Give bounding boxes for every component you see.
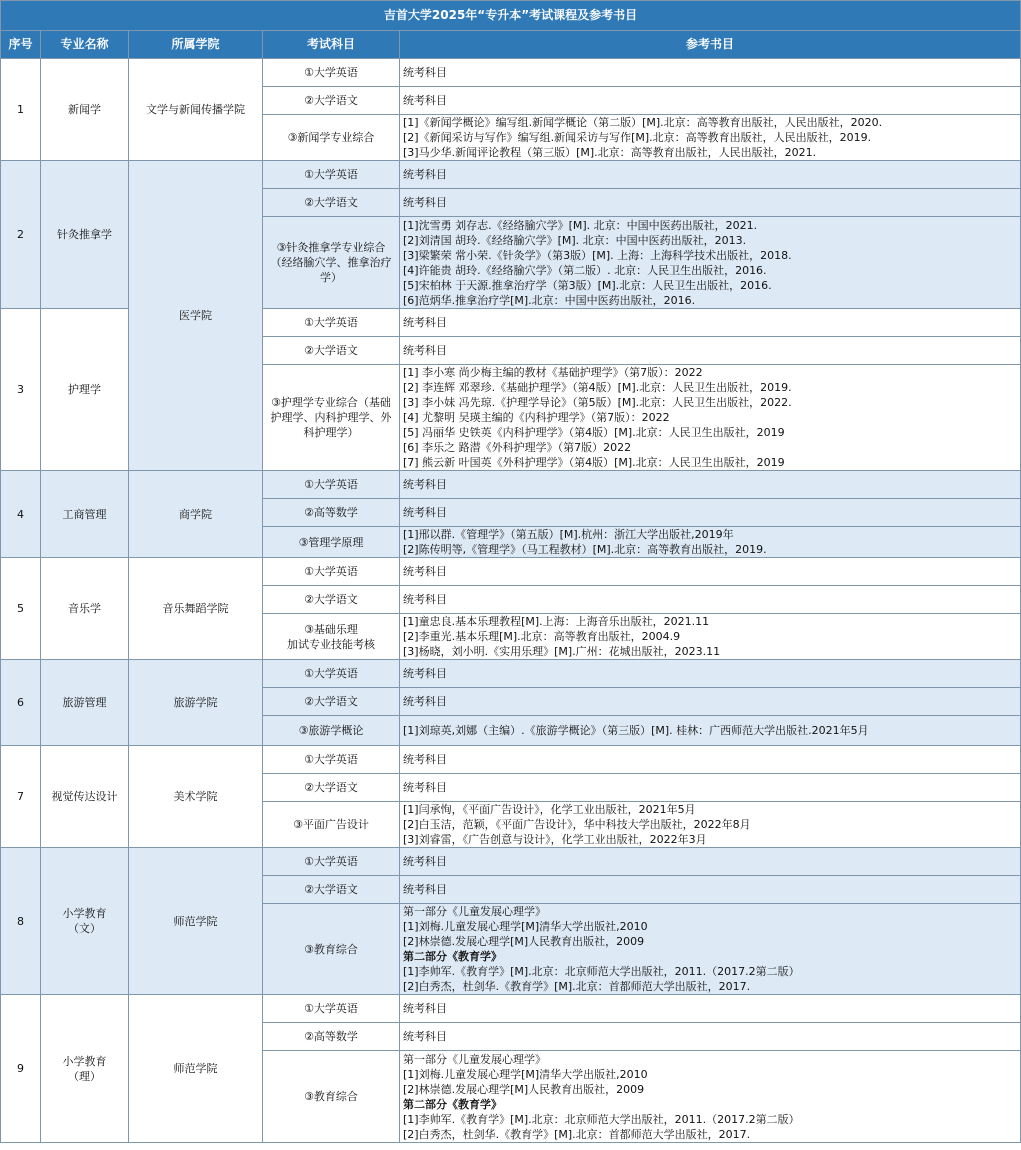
subject-cell[interactable] bbox=[263, 614, 400, 660]
subject-cell[interactable] bbox=[263, 217, 400, 309]
header-seq[interactable]: 序号 bbox=[1, 31, 41, 59]
seq-cell[interactable]: 5 bbox=[1, 558, 41, 660]
major-cell[interactable] bbox=[41, 309, 129, 471]
book-line: 统考科目 bbox=[403, 316, 447, 329]
book-line: [1]刘梅.儿童发展心理学[M]清华大学出版社,2010 bbox=[403, 1067, 648, 1081]
subject-cell[interactable] bbox=[263, 365, 400, 471]
major-cell[interactable] bbox=[41, 471, 129, 558]
major-cell[interactable] bbox=[41, 746, 129, 848]
books-cell[interactable] bbox=[400, 995, 1021, 1023]
title-row bbox=[1, 1, 1021, 31]
subject-line: ②大学语文 bbox=[304, 94, 358, 107]
seq-cell[interactable]: 7 bbox=[1, 746, 41, 848]
subject-line: ③护理学专业综合（基础 bbox=[271, 396, 391, 409]
college-cell[interactable]: 医学院 bbox=[129, 161, 263, 471]
book-line: [2]白秀杰，杜剑华.《教育学》[M].北京：首都师范大学出版社，2017. bbox=[403, 980, 751, 993]
college-cell[interactable]: 旅游学院 bbox=[129, 660, 263, 746]
book-line: 第一部分《儿童发展心理学》 bbox=[403, 905, 546, 918]
subject-line: ③旅游学概论 bbox=[298, 724, 364, 737]
books-cell[interactable] bbox=[400, 161, 1021, 189]
book-line: [3]刘睿雷，《广告创意与设计》，化学工业出版社，2022年3月 bbox=[403, 833, 707, 846]
book-line: 统考科目 bbox=[403, 593, 447, 606]
books-cell[interactable] bbox=[400, 1051, 1021, 1143]
books-cell[interactable] bbox=[400, 87, 1021, 115]
book-line: 统考科目 bbox=[403, 196, 447, 209]
subject-line: ②大学语文 bbox=[304, 593, 358, 606]
book-line: 统考科目 bbox=[403, 168, 447, 181]
book-line: [2]刘清国 胡玲.《经络腧穴学》[M]. 北京：中国中医药出版社，2013. bbox=[403, 233, 747, 247]
book-line: [5]宋柏林 于天源.推拿治疗学（第3版）[M].北京：人民卫生出版社，2016. bbox=[403, 278, 772, 292]
major-name-line: 小学教育 bbox=[62, 1054, 107, 1068]
subject-line: ③教育综合 bbox=[304, 1090, 358, 1103]
college-cell[interactable]: 音乐舞蹈学院 bbox=[129, 558, 263, 660]
books-cell[interactable] bbox=[400, 774, 1021, 802]
book-line: [2] 李连辉 邓翠珍.《基础护理学》（第4版）[M].北京：人民卫生出版社，2019. bbox=[403, 381, 792, 394]
college-cell[interactable]: 师范学院 bbox=[129, 995, 263, 1143]
subject-line: ①大学英语 bbox=[304, 1002, 358, 1015]
subject-cell[interactable] bbox=[263, 716, 400, 746]
subject-cell[interactable] bbox=[263, 746, 400, 774]
book-line: [1]刘梅.儿童发展心理学[M]清华大学出版社,2010 bbox=[403, 920, 648, 933]
book-line: [2]白玉洁，范颖，《平面广告设计》，华中科技大学出版社，2022年8月 bbox=[403, 818, 751, 831]
books-cell[interactable] bbox=[400, 904, 1021, 995]
book-line: [2]《新闻采访与写作》编写组.新闻采访与写作[M].北京：高等教育出版社，人民出版社，2019. bbox=[403, 131, 872, 144]
subject-line: （经络腧穴学、推拿治疗 bbox=[270, 256, 392, 269]
subject-cell[interactable] bbox=[263, 876, 400, 904]
books-cell[interactable] bbox=[400, 471, 1021, 499]
subject-line: ①大学英语 bbox=[304, 753, 358, 766]
subject-line: ②大学语文 bbox=[304, 695, 358, 708]
book-line: [2]林崇德.发展心理学[M]人民教育出版社，2009 bbox=[403, 935, 645, 948]
subject-cell[interactable] bbox=[263, 1051, 400, 1143]
major-name-line: 新闻学 bbox=[68, 103, 101, 116]
subject-line: ③基础乐理 bbox=[304, 622, 358, 636]
subject-cell[interactable] bbox=[263, 774, 400, 802]
book-line: [1]刘琼英,刘娜（主编）.《旅游学概论》（第三版）[M]. 桂林：广西师范大学出版社.2021年5月 bbox=[403, 724, 869, 737]
major-name-line: 旅游管理 bbox=[62, 696, 107, 709]
subject-cell[interactable] bbox=[263, 337, 400, 365]
books-cell[interactable] bbox=[400, 217, 1021, 309]
book-line: [2]白秀杰，杜剑华.《教育学》[M].北京：首都师范大学出版社，2017. bbox=[403, 1127, 751, 1141]
book-line: 第一部分《儿童发展心理学》 bbox=[403, 1052, 546, 1066]
subject-line: ①大学英语 bbox=[304, 478, 358, 491]
college-cell[interactable]: 师范学院 bbox=[129, 848, 263, 995]
subject-cell[interactable] bbox=[263, 309, 400, 337]
book-line: 统考科目 bbox=[403, 344, 447, 357]
subject-line: ②大学语文 bbox=[304, 196, 358, 209]
book-line: [1]李帅军.《教育学》[M].北京：北京师范大学出版社，2011.（2017.2第二版） bbox=[403, 965, 800, 978]
books-cell[interactable] bbox=[400, 309, 1021, 337]
subject-line: ②大学语文 bbox=[304, 344, 358, 357]
subject-cell[interactable] bbox=[263, 471, 400, 499]
header-row bbox=[1, 31, 1021, 59]
subject-line: 学） bbox=[320, 271, 342, 284]
subject-cell[interactable] bbox=[263, 161, 400, 189]
books-cell[interactable] bbox=[400, 365, 1021, 471]
subject-cell[interactable] bbox=[263, 87, 400, 115]
subject-cell[interactable] bbox=[263, 688, 400, 716]
table-title: 吉首大学2025年“专升本”考试课程及参考书目 bbox=[1, 1, 1021, 31]
major-cell[interactable] bbox=[41, 558, 129, 660]
books-cell[interactable] bbox=[400, 614, 1021, 660]
books-cell[interactable] bbox=[400, 499, 1021, 527]
major-name-line: 工商管理 bbox=[62, 507, 107, 521]
book-line: 统考科目 bbox=[403, 94, 447, 107]
subject-cell[interactable] bbox=[263, 189, 400, 217]
book-line: [2]陈传明等,《管理学》（马工程教材）[M].北京：高等教育出版社，2019. bbox=[403, 543, 767, 556]
book-line: [6]范炳华.推拿治疗学[M].北京：中国中医药出版社，2016. bbox=[403, 293, 696, 307]
subject-line: ③管理学原理 bbox=[298, 535, 364, 549]
book-line: [7] 熊云新 叶国英《外科护理学》（第4版）[M].北京：人民卫生出版社，2019 bbox=[403, 456, 785, 469]
book-line: [6] 李乐之 路潜《外科护理学》（第7版）2022 bbox=[403, 441, 632, 454]
book-line: [4]许能贵 胡玲.《经络腧穴学》（第二版）. 北京：人民卫生出版社，2016. bbox=[403, 263, 767, 277]
books-cell[interactable] bbox=[400, 802, 1021, 848]
books-cell[interactable] bbox=[400, 660, 1021, 688]
header-books[interactable]: 参考书目 bbox=[400, 31, 1021, 59]
major-cell[interactable] bbox=[41, 660, 129, 746]
book-line: 统考科目 bbox=[403, 781, 447, 794]
book-line: 统考科目 bbox=[403, 667, 447, 680]
table-row bbox=[1, 746, 1021, 774]
book-line: [1] 李小寒 尚少梅主编的教材《基础护理学》（第7版）：2022 bbox=[403, 366, 703, 379]
major-cell[interactable] bbox=[41, 848, 129, 995]
table-row bbox=[1, 471, 1021, 499]
book-line: [1]童忠良.基本乐理教程[M].上海：上海音乐出版社，2021.11 bbox=[403, 615, 710, 628]
subject-line: 加试专业技能考核 bbox=[287, 637, 375, 651]
books-cell[interactable] bbox=[400, 876, 1021, 904]
book-line: [3]马少华.新闻评论教程（第三版）[M].北京：高等教育出版社，人民出版社，2021. bbox=[403, 146, 817, 159]
subject-line: ①大学英语 bbox=[304, 66, 358, 79]
book-line: [1]闫承恂，《平面广告设计》，化学工业出版社，2021年5月 bbox=[403, 803, 696, 816]
book-line: [5] 冯丽华 史铁英《内科护理学》（第4版）[M].北京：人民卫生出版社，2019 bbox=[403, 426, 785, 439]
books-cell[interactable] bbox=[400, 746, 1021, 774]
books-cell[interactable] bbox=[400, 337, 1021, 365]
book-line: [3]杨晓，刘小明.《实用乐理》[M].广州：花城出版社，2023.11 bbox=[403, 645, 721, 658]
books-cell[interactable] bbox=[400, 189, 1021, 217]
major-name-line: 视觉传达设计 bbox=[51, 790, 118, 803]
seq-cell[interactable]: 4 bbox=[1, 471, 41, 558]
seq-cell[interactable]: 6 bbox=[1, 660, 41, 746]
seq-cell[interactable]: 8 bbox=[1, 848, 41, 995]
book-line: [2]林崇德.发展心理学[M]人民教育出版社，2009 bbox=[403, 1082, 645, 1096]
book-line: 统考科目 bbox=[403, 506, 447, 519]
book-line: 统考科目 bbox=[403, 478, 447, 491]
college-cell[interactable]: 商学院 bbox=[129, 471, 263, 558]
book-line: [1]邢以群.《管理学》（第五版）[M].杭州：浙江大学出版社,2019年 bbox=[403, 528, 734, 541]
subject-cell[interactable] bbox=[263, 558, 400, 586]
book-line: 统考科目 bbox=[403, 1002, 447, 1015]
subject-line: 护理学、内科护理学、外 bbox=[270, 411, 392, 424]
book-line: 第二部分《教育学》 bbox=[403, 1097, 502, 1111]
books-cell[interactable] bbox=[400, 527, 1021, 558]
books-cell[interactable] bbox=[400, 1023, 1021, 1051]
subject-line: ③新闻学专业综合 bbox=[287, 131, 375, 144]
table-row bbox=[1, 558, 1021, 586]
subject-line: ③教育综合 bbox=[304, 942, 358, 956]
book-line: 统考科目 bbox=[403, 855, 447, 868]
subject-line: ③平面广告设计 bbox=[293, 818, 369, 831]
table-row bbox=[1, 848, 1021, 876]
seq-cell[interactable]: 1 bbox=[1, 59, 41, 161]
subject-cell[interactable] bbox=[263, 660, 400, 688]
table-row bbox=[1, 59, 1021, 87]
subject-line: ②大学语文 bbox=[304, 883, 358, 896]
major-name-line: 音乐学 bbox=[68, 602, 101, 615]
table-row bbox=[1, 660, 1021, 688]
books-cell[interactable] bbox=[400, 848, 1021, 876]
major-name-line: （文） bbox=[68, 922, 101, 935]
subject-line: ①大学英语 bbox=[304, 168, 358, 181]
major-name-line: 小学教育 bbox=[62, 907, 107, 920]
books-cell[interactable] bbox=[400, 716, 1021, 746]
subject-line: ③针灸推拿学专业综合 bbox=[276, 241, 386, 254]
book-line: 统考科目 bbox=[403, 565, 447, 578]
subject-cell[interactable] bbox=[263, 904, 400, 995]
subject-cell[interactable] bbox=[263, 115, 400, 161]
subject-line: ②大学语文 bbox=[304, 781, 358, 794]
book-line: 统考科目 bbox=[403, 883, 447, 896]
book-line: [1]《新闻学概论》编写组.新闻学概论（第二版）[M].北京：高等教育出版社，人民出版社，2020. bbox=[403, 116, 883, 129]
subject-cell[interactable] bbox=[263, 59, 400, 87]
book-line: [1]沈雪勇 刘存志.《经络腧穴学》[M]. 北京：中国中医药出版社，2021. bbox=[403, 218, 758, 232]
book-line: [3] 李小妹 冯先琼.《护理学导论》（第5版）[M].北京：人民卫生出版社，2022. bbox=[403, 396, 792, 409]
subject-line: ①大学英语 bbox=[304, 316, 358, 329]
book-line: 统考科目 bbox=[403, 695, 447, 708]
book-line: 统考科目 bbox=[403, 1030, 447, 1043]
subject-cell[interactable] bbox=[263, 527, 400, 558]
book-line: 统考科目 bbox=[403, 66, 447, 79]
subject-line: ①大学英语 bbox=[304, 667, 358, 680]
major-name-line: 护理学 bbox=[68, 383, 101, 396]
major-cell[interactable] bbox=[41, 995, 129, 1143]
book-line: [4] 尤黎明 吴瑛主编的《内科护理学》（第7版）：2022 bbox=[403, 411, 670, 424]
major-cell[interactable] bbox=[41, 59, 129, 161]
subject-line: ②高等数学 bbox=[304, 506, 358, 519]
book-line: 统考科目 bbox=[403, 753, 447, 766]
book-line: [2]李重光.基本乐理[M].北京：高等教育出版社，2004.9 bbox=[403, 630, 681, 643]
subject-line: ①大学英语 bbox=[304, 565, 358, 578]
subject-line: ②高等数学 bbox=[304, 1030, 358, 1043]
college-cell[interactable]: 文学与新闻传播学院 bbox=[129, 59, 263, 161]
college-cell[interactable]: 美术学院 bbox=[129, 746, 263, 848]
subject-cell[interactable] bbox=[263, 1023, 400, 1051]
books-cell[interactable] bbox=[400, 558, 1021, 586]
major-name-line: 针灸推拿学 bbox=[57, 228, 112, 241]
table-row bbox=[1, 161, 1021, 189]
seq-cell[interactable]: 2 bbox=[1, 161, 41, 309]
subject-cell[interactable] bbox=[263, 586, 400, 614]
subject-cell[interactable] bbox=[263, 499, 400, 527]
header-subject[interactable]: 考试科目 bbox=[263, 31, 400, 59]
books-cell[interactable] bbox=[400, 688, 1021, 716]
book-line: 第二部分《教育学》 bbox=[403, 950, 502, 963]
subject-line: ①大学英语 bbox=[304, 855, 358, 868]
subject-cell[interactable] bbox=[263, 995, 400, 1023]
seq-cell[interactable]: 9 bbox=[1, 995, 41, 1143]
seq-cell[interactable]: 3 bbox=[1, 309, 41, 471]
book-line: [1]李帅军.《教育学》[M].北京：北京师范大学出版社，2011.（2017.2第二版） bbox=[403, 1112, 800, 1126]
subject-line: 科护理学） bbox=[303, 426, 359, 439]
major-name-line: （理） bbox=[68, 1069, 101, 1083]
header-college[interactable]: 所属学院 bbox=[129, 31, 263, 59]
book-line: [3]梁繁荣 常小荣.《针灸学》（第3版）[M]. 上海：上海科学技术出版社，2018. bbox=[403, 248, 792, 262]
major-cell[interactable] bbox=[41, 161, 129, 309]
books-cell[interactable] bbox=[400, 59, 1021, 87]
header-major[interactable]: 专业名称 bbox=[41, 31, 129, 59]
subject-cell[interactable] bbox=[263, 848, 400, 876]
table-row bbox=[1, 995, 1021, 1023]
subject-cell[interactable] bbox=[263, 802, 400, 848]
books-cell[interactable] bbox=[400, 586, 1021, 614]
books-cell[interactable] bbox=[400, 115, 1021, 161]
